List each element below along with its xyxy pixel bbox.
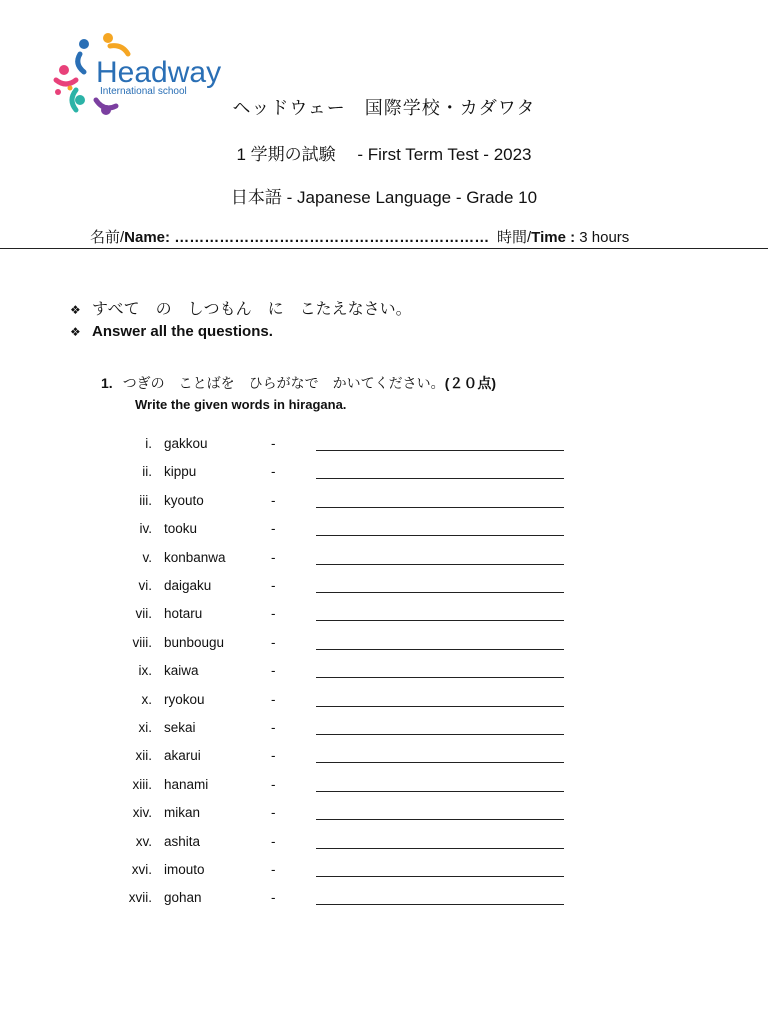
list-item [0,890,768,912]
item-romaji: kyouto [164,492,204,508]
answer-line[interactable] [316,848,564,849]
answer-line[interactable] [316,677,564,678]
item-romaji: ryokou [164,691,205,707]
item-dash: - [271,776,276,792]
item-romaji: kippu [164,464,197,480]
item-romaji: gakkou [164,436,208,451]
list-item [0,692,768,714]
item-numeral: iv. [139,521,152,537]
item-romaji: hanami [164,776,209,792]
time-field [497,226,629,247]
item-numeral: v. [142,549,152,565]
instruction-jp [70,296,412,319]
item-romaji: mikan [164,805,201,821]
instruction-en [70,323,273,340]
list-item [0,606,768,628]
list-item [0,521,768,543]
item-dash: - [271,663,276,679]
item-numeral: ii. [142,464,152,480]
list-item [0,436,768,458]
list-item [0,635,768,657]
item-romaji: ashita [164,833,201,849]
item-romaji: akarui [164,748,201,764]
exam-title: 1 学期の試験 - First Term Test - 2023 [236,145,532,164]
list-item [0,663,768,685]
item-numeral: xi. [138,720,152,735]
item-numeral: i. [145,436,152,451]
item-numeral: xv. [135,833,152,849]
item-numeral: xii. [135,748,152,764]
instruction-text: すべて の しつもん に こたえなさい。 [92,301,412,318]
item-dash: - [271,748,276,764]
answer-line[interactable] [316,649,564,650]
item-numeral: vii. [135,606,152,622]
item-dash: - [271,492,276,508]
item-numeral: xvii. [128,890,152,906]
name-label: Name: [124,229,175,246]
item-romaji: tooku [164,521,198,537]
answer-line[interactable] [316,592,564,593]
svg-text:International school: International school [100,86,187,97]
list-item [0,550,768,572]
item-numeral: x. [141,691,152,707]
question-number: 1. [101,375,113,391]
list-item [0,464,768,486]
question-1 [101,373,496,393]
item-romaji: imouto [164,862,205,877]
item-dash: - [271,436,276,451]
name-field [90,226,489,247]
svg-text:Headway: Headway [96,56,222,89]
item-dash: - [271,634,276,650]
time-label: Time : [531,229,580,246]
item-numeral: xiv. [132,805,152,821]
item-dash: - [271,833,276,849]
instruction-text: Answer all the questions. [92,323,273,340]
item-romaji: hotaru [164,606,203,622]
item-romaji: sekai [164,720,196,735]
answer-line[interactable] [316,734,564,735]
item-dash: - [271,578,276,593]
item-numeral: iii. [139,492,152,508]
name-dots: ……………………………………………………… [174,229,490,246]
answer-line[interactable] [316,706,564,707]
item-dash: - [271,521,276,537]
item-dash: - [271,606,276,622]
list-item [0,805,768,827]
answer-line[interactable] [316,620,564,621]
item-dash: - [271,805,276,821]
list-item [0,720,768,742]
item-dash: - [271,549,276,565]
item-romaji: konbanwa [164,549,226,565]
item-dash: - [271,464,276,480]
item-dash: - [271,720,276,735]
answer-line[interactable] [316,819,564,820]
item-romaji: daigaku [164,578,212,593]
item-romaji: kaiwa [164,663,199,679]
list-item [0,493,768,515]
item-numeral: ix. [138,663,152,679]
list-item [0,748,768,770]
answer-line[interactable] [316,535,564,536]
answer-line[interactable] [316,478,564,479]
subject-title: 日本語 - Japanese Language - Grade 10 [230,188,538,207]
time-label-jp: 時間/ [497,229,532,246]
answer-line[interactable] [316,507,564,508]
question-points: (２０点) [444,375,497,391]
answer-line[interactable] [316,564,564,565]
list-item [0,834,768,856]
question-text: つぎの ことばを ひらがなで かいてください。 [122,375,445,391]
diamond-bullet-icon: ❖ [70,325,81,339]
item-numeral: xiii. [132,776,152,792]
answer-line[interactable] [316,904,564,905]
item-dash: - [271,890,276,906]
item-numeral: xvi. [131,862,152,877]
item-numeral: vi. [138,578,152,593]
answer-line[interactable] [316,876,564,877]
time-value: 3 hours [579,229,630,246]
list-item [0,862,768,884]
answer-line[interactable] [316,762,564,763]
diamond-bullet-icon: ❖ [70,303,81,317]
header-divider [0,248,768,249]
answer-line[interactable] [316,450,564,451]
school-name: ヘッドウェー 国際学校・カダワタ [232,98,536,118]
list-item [0,777,768,799]
item-dash: - [271,691,276,707]
answer-line[interactable] [316,791,564,792]
question-subtitle: Write the given words in hiragana. [135,397,347,412]
item-dash: - [271,862,276,877]
item-romaji: bunbougu [164,634,225,650]
item-numeral: viii. [132,634,152,650]
item-romaji: gohan [164,890,202,906]
name-label-jp: 名前/ [90,229,125,246]
list-item [0,578,768,600]
